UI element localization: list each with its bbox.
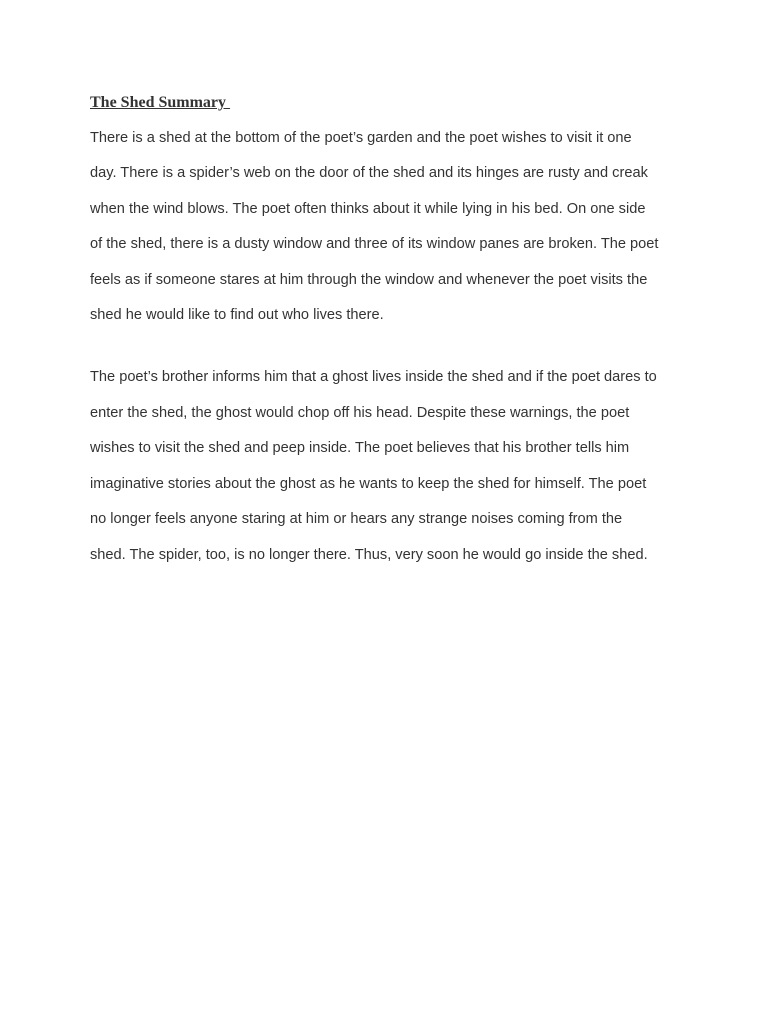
document-title: The Shed Summary <box>90 94 231 111</box>
paragraph-2 <box>90 360 657 574</box>
paragraph-line: enter the shed, the ghost would chop off his head. Despite these warnings, the poet <box>90 404 630 421</box>
paragraph-line: shed. The spider, too, is no longer there. Thus, very soon he would go inside the shed. <box>90 546 648 563</box>
paragraph-line: The poet’s brother informs him that a ghost lives inside the shed and if the poet dares to <box>90 369 657 385</box>
paragraph-line: day. There is a spider’s web on the door of the shed and its hinges are rusty and creak <box>90 165 648 182</box>
paragraph-1 <box>90 121 658 335</box>
paragraph-line: There is a shed at the bottom of the poet’s garden and the poet wishes to visit it one <box>90 129 632 146</box>
paragraph-line: when the wind blows. The poet often thinks about it while lying in his bed. On one side <box>90 200 646 217</box>
paragraph-line: no longer feels anyone staring at him or hears any strange noises coming from the <box>90 511 623 528</box>
paragraph-line: feels as if someone stares at him through the window and whenever the poet visits the <box>90 271 648 288</box>
paragraph-line: shed he would like to find out who lives there. <box>90 307 384 324</box>
paragraph-line: wishes to visit the shed and peep inside. The poet believes that his brother tells him <box>90 440 630 457</box>
paragraph-line: of the shed, there is a dusty window and three of its window panes are broken. The poet <box>90 236 659 253</box>
paragraph-line: imaginative stories about the ghost as he wants to keep the shed for himself. The poet <box>90 475 647 492</box>
